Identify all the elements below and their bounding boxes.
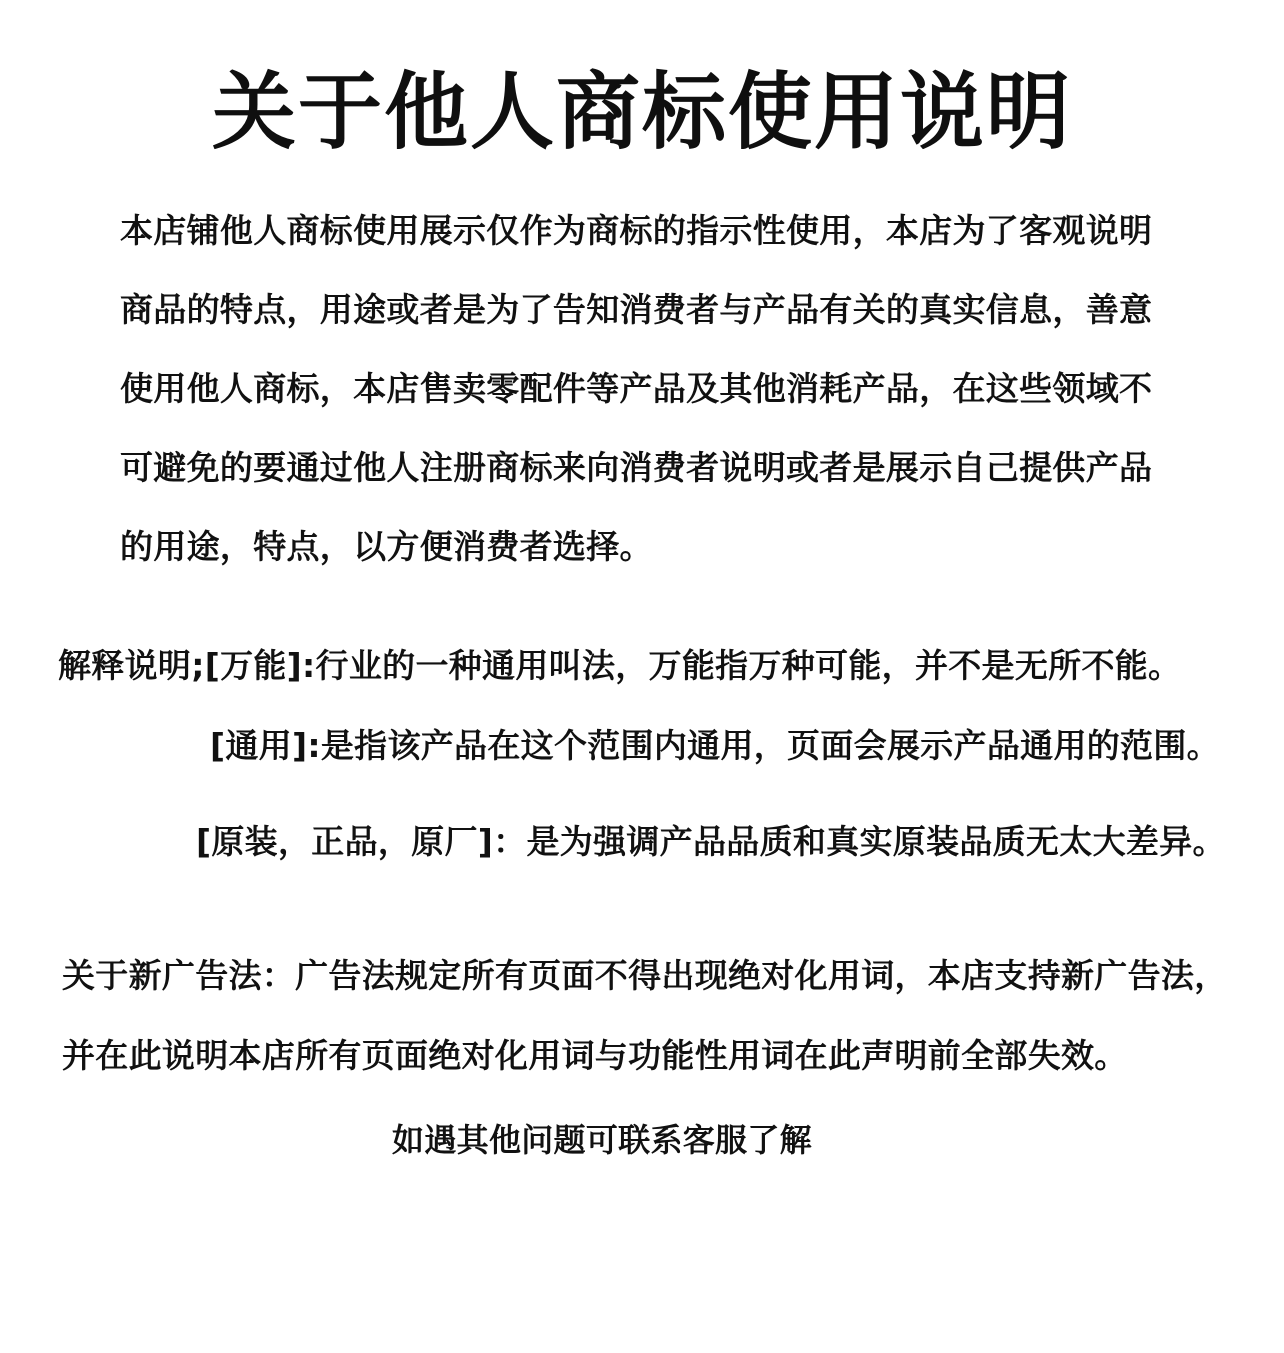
intro-line: 的用途，特点，以方便消费者选择。	[120, 527, 653, 566]
explain-genuine: [原装，正品，原厂]：是为强调产品品质和真实原装品质无太大差异。	[196, 822, 1226, 861]
contact-note: 如遇其他问题可联系客服了解	[392, 1121, 812, 1159]
intro-paragraph	[120, 196, 1220, 591]
intro-line: 商品的特点，用途或者是为了告知消费者与产品有关的真实信息，善意	[120, 290, 1153, 329]
intro-line: 本店铺他人商标使用展示仅作为商标的指示性使用，本店为了客观说明	[120, 211, 1153, 250]
explain-universal: 解释说明;[万能]:行业的一种通用叫法，万能指万种可能，并不是无所不能。	[58, 646, 1182, 685]
explain-common: [通用]:是指该产品在这个范围内通用，页面会展示产品通用的范围。	[210, 726, 1220, 765]
intro-line: 使用他人商标，本店售卖零配件等产品及其他消耗产品，在这些领域不	[120, 369, 1153, 408]
ad-law-line-1: 关于新广告法：广告法规定所有页面不得出现绝对化用词，本店支持新广告法，	[62, 956, 1228, 995]
page-title: 关于他人商标使用说明	[211, 63, 1072, 161]
intro-line: 可避免的要通过他人注册商标来向消费者说明或者是展示自己提供产品	[120, 448, 1153, 487]
ad-law-line-2: 并在此说明本店所有页面绝对化用词与功能性用词在此声明前全部失效。	[62, 1036, 1128, 1075]
